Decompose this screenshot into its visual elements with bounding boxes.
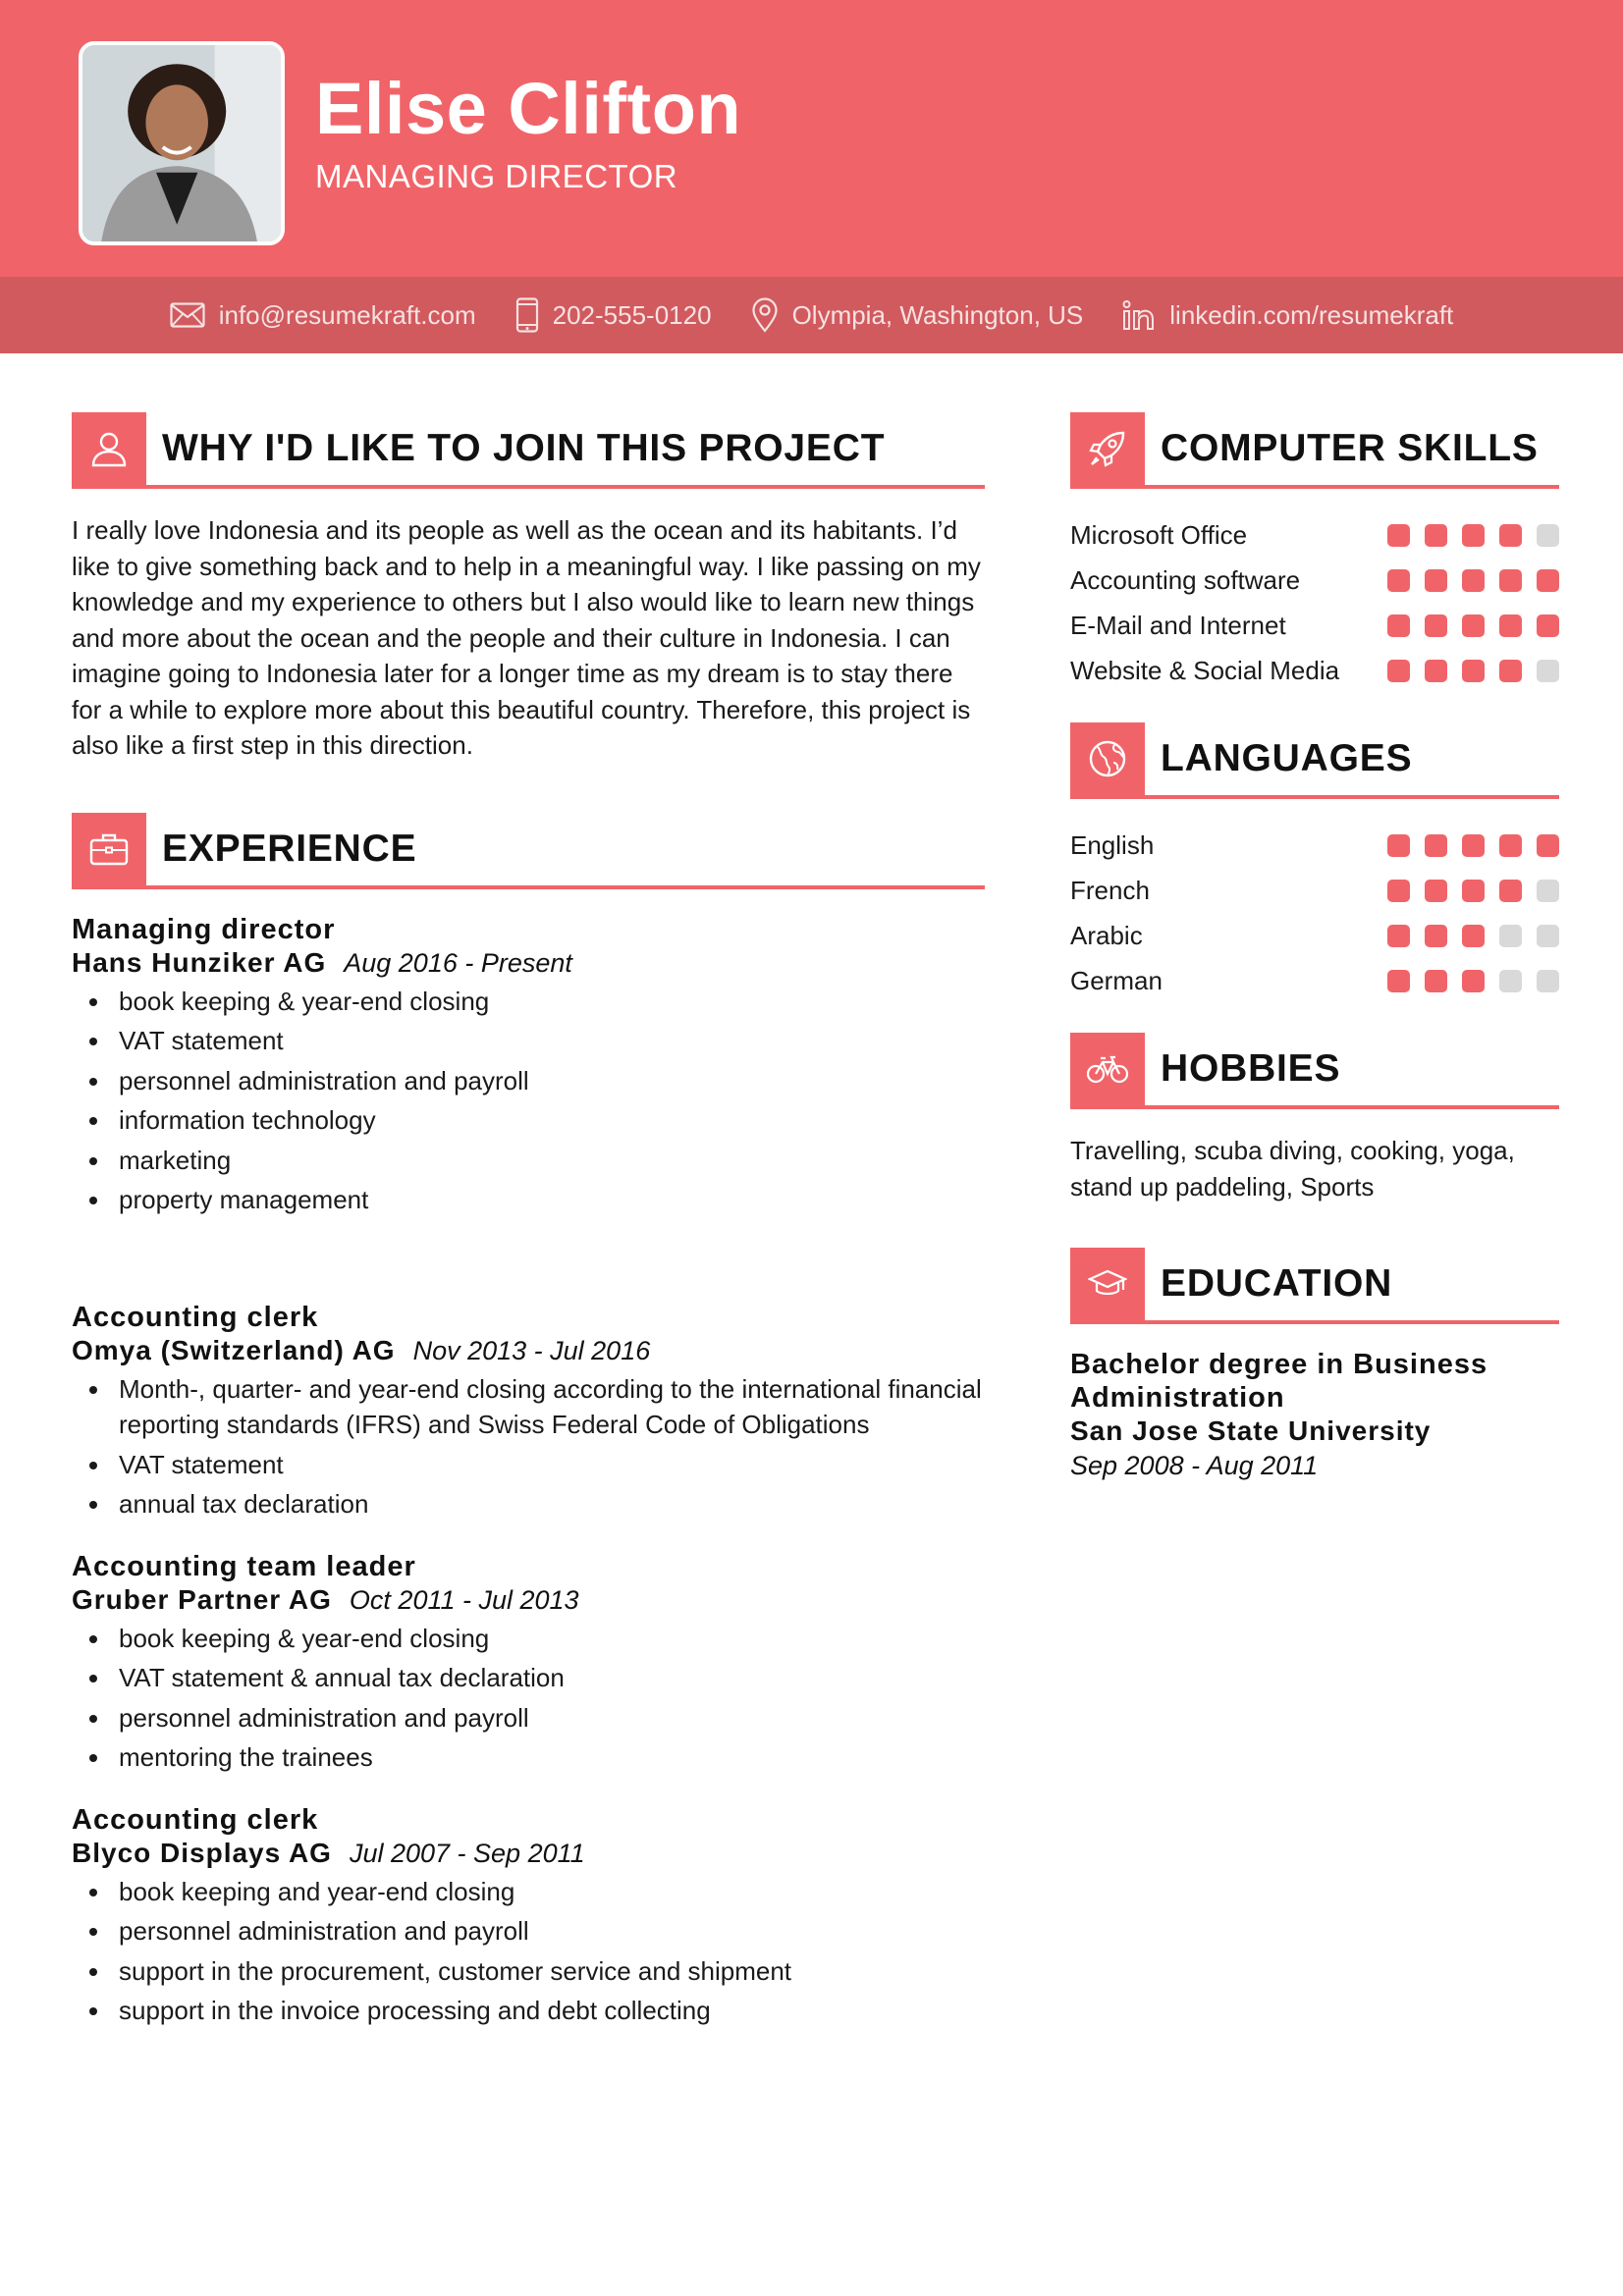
skill-rating (1387, 569, 1559, 592)
experience-entry (72, 1803, 985, 2029)
list-item: VAT statement (72, 1023, 985, 1059)
language-name: German (1070, 965, 1163, 995)
experience-entry (72, 1550, 985, 1776)
language-name: French (1070, 875, 1150, 905)
rating-dot-empty (1537, 925, 1559, 947)
contact-phone-text: 202-555-0120 (552, 299, 712, 330)
rating-dot-filled (1499, 614, 1522, 637)
rating-dot-filled (1462, 834, 1485, 857)
rating-dot-filled (1425, 524, 1447, 547)
rating-dot-filled (1462, 524, 1485, 547)
job-role: Accounting clerk (72, 1803, 319, 1836)
rating-dot-empty (1499, 970, 1522, 992)
skill-row (1070, 603, 1559, 648)
list-item: personnel administration and payroll (72, 1063, 985, 1099)
rating-dot-filled (1387, 614, 1410, 637)
experience-entry (72, 913, 985, 1218)
list-item: VAT statement (72, 1447, 985, 1483)
job-role: Accounting team leader (72, 1550, 416, 1582)
skill-rating (1387, 614, 1559, 637)
computer-skills-title: COMPUTER SKILLS (1161, 427, 1539, 469)
briefcase-icon (89, 832, 129, 866)
rating-dot-empty (1537, 660, 1559, 682)
job-company: Blyco Displays AG (72, 1837, 332, 1868)
list-item: information technology (72, 1102, 985, 1139)
skill-name: Website & Social Media (1070, 655, 1340, 685)
rating-dot-filled (1537, 834, 1559, 857)
skill-rating (1387, 524, 1559, 547)
job-company: Hans Hunziker AG (72, 946, 327, 978)
experience-section-header (72, 813, 985, 889)
linkedin-icon (1122, 299, 1156, 331)
job-dates: Nov 2013 - Jul 2016 (412, 1335, 651, 1365)
list-item: support in the invoice processing and debt collecting (72, 1993, 985, 2029)
graduation-cap-icon (1088, 1268, 1127, 1300)
list-item: book keeping & year-end closing (72, 1621, 985, 1657)
skill-row (1070, 648, 1559, 693)
section-icon-box (72, 813, 146, 885)
rating-dot-filled (1462, 880, 1485, 902)
contact-linkedin-text: linkedin.com/resumekraft (1169, 299, 1454, 330)
job-role: Managing director (72, 913, 336, 945)
list-item: property management (72, 1182, 985, 1218)
section-icon-box (1070, 412, 1145, 485)
experience-entry (72, 1301, 985, 1522)
hobbies-title: HOBBIES (1161, 1047, 1341, 1090)
rating-dot-empty (1537, 880, 1559, 902)
contact-email-text: info@resumekraft.com (218, 299, 476, 330)
rating-dot-filled (1387, 569, 1410, 592)
job-role: Accounting clerk (72, 1301, 319, 1333)
contact-bar (0, 277, 1623, 353)
list-item: VAT statement & annual tax declaration (72, 1660, 985, 1696)
rating-dot-filled (1425, 660, 1447, 682)
job-bullets (72, 1621, 985, 1776)
language-row (1070, 868, 1559, 913)
map-pin-icon (751, 297, 779, 333)
contact-email[interactable] (170, 300, 476, 331)
rating-dot-filled (1387, 524, 1410, 547)
job-bullets (72, 984, 985, 1218)
list-item: personnel administration and payroll (72, 1700, 985, 1736)
computer-skills-section-header (1070, 412, 1559, 489)
skill-name: Accounting software (1070, 564, 1301, 595)
job-dates: Aug 2016 - Present (344, 947, 572, 978)
rating-dot-filled (1499, 524, 1522, 547)
rating-dot-filled (1425, 569, 1447, 592)
hobbies-text: Travelling, scuba diving, cooking, yoga, stand up paddeling, Sports (1070, 1136, 1515, 1201)
education-dates: Sep 2008 - Aug 2011 (1070, 1451, 1319, 1480)
experience-title: EXPERIENCE (162, 827, 417, 870)
user-icon (90, 430, 128, 467)
about-title: WHY I'D LIKE TO JOIN THIS PROJECT (162, 427, 886, 469)
rating-dot-filled (1425, 614, 1447, 637)
rating-dot-filled (1499, 880, 1522, 902)
candidate-name: Elise Clifton (315, 68, 742, 149)
section-icon-box (72, 412, 146, 485)
rating-dot-filled (1387, 925, 1410, 947)
education-section-header (1070, 1248, 1559, 1324)
globe-icon (1088, 739, 1127, 778)
rating-dot-filled (1387, 970, 1410, 992)
section-icon-box (1070, 722, 1145, 795)
rating-dot-empty (1537, 970, 1559, 992)
rating-dot-filled (1499, 660, 1522, 682)
contact-phone[interactable] (515, 297, 712, 333)
language-row (1070, 958, 1559, 1003)
language-rating (1387, 970, 1559, 992)
contact-linkedin[interactable] (1122, 299, 1453, 331)
language-rating (1387, 925, 1559, 947)
rating-dot-filled (1387, 880, 1410, 902)
job-bullets (72, 1874, 985, 2029)
language-row (1070, 913, 1559, 958)
list-item: Month-, quarter- and year-end closing according to the international financial reporting standards (IFRS) and Swiss Federal Code of Obligations (72, 1371, 985, 1443)
rocket-icon (1089, 430, 1126, 467)
education-degree: Bachelor degree in Business Administration (1070, 1349, 1488, 1414)
about-text: I really love Indonesia and its people as well as the ocean and its habitants. I’d like to give something back and to help in a meaningful way. I like passing on my knowledge and my experience to others but I also would like to learn new things and more about the ocean and the people and their culture in Indonesia. I can imagine going to Indonesia later for a longer time as my dream is to stay there for a while to explore more about this beautiful country. Therefore, this project is also like a first step in this direction. (72, 515, 981, 760)
rating-dot-filled (1425, 925, 1447, 947)
rating-dot-filled (1499, 569, 1522, 592)
about-section-header (72, 412, 985, 489)
bicycle-icon (1087, 1054, 1128, 1084)
hobbies-section-header (1070, 1033, 1559, 1109)
language-name: Arabic (1070, 920, 1143, 950)
list-item: mentoring the trainees (72, 1739, 985, 1776)
job-dates: Jul 2007 - Sep 2011 (349, 1838, 585, 1868)
job-bullets (72, 1371, 985, 1522)
language-name: English (1070, 829, 1155, 860)
list-item: support in the procurement, customer service and shipment (72, 1953, 985, 1990)
envelope-icon (170, 302, 205, 328)
list-item: book keeping and year-end closing (72, 1874, 985, 1910)
language-row (1070, 823, 1559, 868)
rating-dot-filled (1425, 834, 1447, 857)
list-item: annual tax declaration (72, 1486, 985, 1522)
skill-rating (1387, 660, 1559, 682)
education-school: San Jose State University (1070, 1415, 1432, 1446)
rating-dot-filled (1462, 614, 1485, 637)
section-icon-box (1070, 1033, 1145, 1105)
rating-dot-filled (1499, 834, 1522, 857)
education-entry (1070, 1348, 1559, 1483)
job-company: Omya (Switzerland) AG (72, 1334, 396, 1365)
rating-dot-filled (1462, 569, 1485, 592)
languages-title: LANGUAGES (1161, 737, 1413, 779)
language-rating (1387, 834, 1559, 857)
languages-list (1070, 823, 1559, 1003)
skill-row (1070, 512, 1559, 558)
list-item: marketing (72, 1143, 985, 1179)
sidebar-column (1070, 412, 1559, 1483)
rating-dot-filled (1387, 834, 1410, 857)
rating-dot-empty (1537, 524, 1559, 547)
job-company: Gruber Partner AG (72, 1583, 332, 1615)
list-item: personnel administration and payroll (72, 1913, 985, 1949)
candidate-title: MANAGING DIRECTOR (315, 158, 678, 194)
rating-dot-filled (1462, 660, 1485, 682)
rating-dot-filled (1462, 970, 1485, 992)
rating-dot-filled (1537, 569, 1559, 592)
contact-location[interactable] (751, 297, 1084, 333)
rating-dot-filled (1537, 614, 1559, 637)
education-title: EDUCATION (1161, 1262, 1393, 1305)
skill-row (1070, 558, 1559, 603)
rating-dot-filled (1387, 660, 1410, 682)
list-item: book keeping & year-end closing (72, 984, 985, 1020)
rating-dot-filled (1425, 880, 1447, 902)
skill-name: E-Mail and Internet (1070, 610, 1286, 640)
skill-name: Microsoft Office (1070, 519, 1248, 550)
language-rating (1387, 880, 1559, 902)
resume-header (0, 0, 1623, 277)
languages-section-header (1070, 722, 1559, 799)
profile-photo (79, 41, 285, 245)
computer-skills-list (1070, 512, 1559, 693)
job-dates: Oct 2011 - Jul 2013 (349, 1584, 579, 1615)
rating-dot-empty (1499, 925, 1522, 947)
main-column (72, 412, 985, 2056)
section-icon-box (1070, 1248, 1145, 1320)
rating-dot-filled (1462, 925, 1485, 947)
contact-location-text: Olympia, Washington, US (791, 299, 1084, 330)
rating-dot-filled (1425, 970, 1447, 992)
phone-icon (515, 297, 539, 333)
